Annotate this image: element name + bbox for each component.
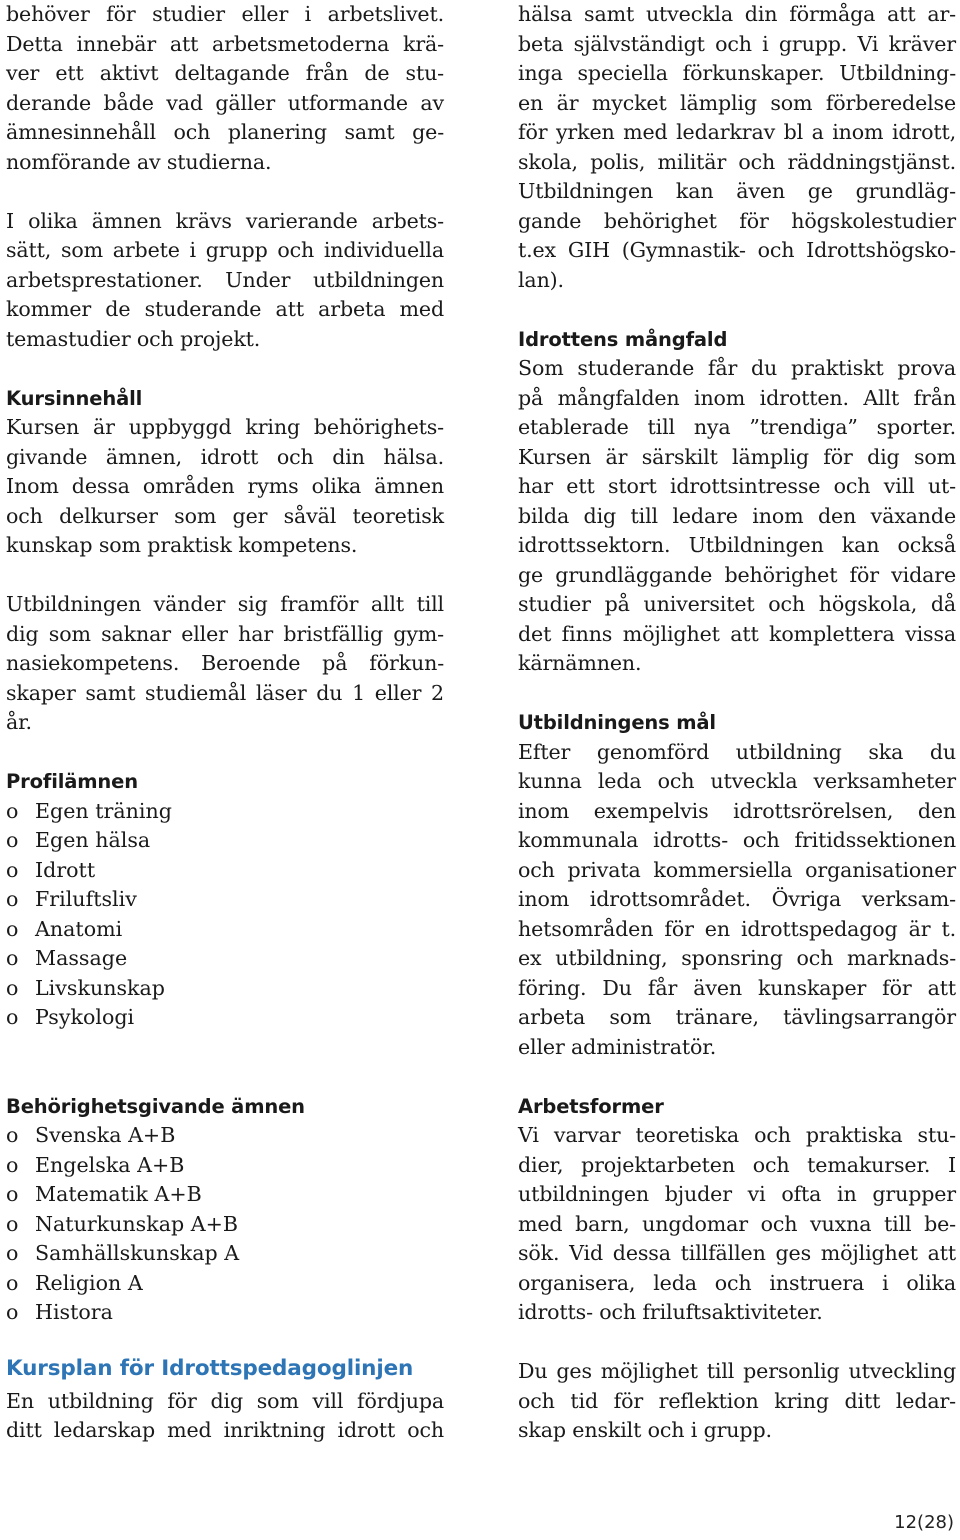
- bullet-icon: o: [6, 1005, 19, 1029]
- list-item-label: Psykologi: [35, 1005, 135, 1029]
- bullet-icon: o: [6, 857, 19, 882]
- text-line: hetsområden för en idrottspedagog är t.: [518, 916, 956, 941]
- text-line: skap enskilt och i grupp.: [518, 1418, 772, 1442]
- bullet-icon: o: [6, 887, 19, 911]
- text-line: arbetsprestationer. Under utbildningen: [6, 267, 444, 292]
- list-item-label: Samhällskunskap A: [35, 1241, 240, 1265]
- text-line: Vi varvar teoretiska och praktiska stu-: [518, 1123, 956, 1147]
- text-line: sätt, som arbete i grupp och individuella: [6, 238, 444, 262]
- list-item-label: Massage: [35, 946, 128, 970]
- text-line: inom exempelvis idrottsrörelsen, den: [518, 798, 956, 823]
- text-line: studier på universitet och högskola, då: [518, 592, 956, 616]
- list-item: [6, 974, 444, 1004]
- text-line: behöver för studier eller i arbetslivet.: [6, 2, 444, 26]
- bullet-icon: o: [6, 798, 19, 823]
- text-line: och tid för reflektion kring ditt ledar-: [518, 1388, 956, 1413]
- list-item: [6, 1210, 444, 1240]
- page-number: 12(28): [894, 1512, 954, 1533]
- bullet-icon: o: [6, 946, 19, 970]
- list-item: [6, 885, 444, 915]
- right-column: [518, 0, 956, 1446]
- text-line: idrotts- och friluftsaktiviteter.: [518, 1300, 823, 1324]
- text-line: ditt ledarskap med inriktning idrott och: [6, 1418, 444, 1442]
- text-line: nomförande av studierna.: [6, 149, 272, 174]
- text-line: lan).: [518, 267, 564, 292]
- text-line: t.ex GIH (Gymnastik- och Idrottshögsko-: [518, 238, 956, 262]
- text-line: sök. Vid dessa tillfällen ges möjlighet att: [518, 1241, 956, 1265]
- paragraph-arbetsmetoder: [6, 0, 444, 177]
- text-line: eller administratör.: [518, 1034, 717, 1059]
- text-line: Kursen är uppbyggd kring behörighets-: [6, 415, 444, 439]
- list-item-label: Svenska A+B: [35, 1123, 176, 1147]
- text-line: etablerade till nya ”trendiga” sporter.: [518, 415, 956, 439]
- bullet-icon: o: [6, 1241, 19, 1265]
- text-line: Inom dessa områden ryms olika ämnen: [6, 474, 444, 498]
- paragraph-kursinnehall: [6, 413, 444, 561]
- heading-idrottens-mangfald: Idrottens mångfald: [518, 327, 728, 351]
- text-line: Som studerande får du praktiskt prova: [518, 356, 956, 380]
- text-line: I olika ämnen krävs varierande arbets-: [6, 208, 444, 233]
- list-item: [6, 1298, 444, 1328]
- list-item-label: Livskunskap: [35, 975, 165, 1000]
- heading-profilamnen: Profilämnen: [6, 770, 138, 793]
- text-line: Kursen är särskilt lämplig för dig som: [518, 444, 956, 469]
- text-line: ge grundläggande behörighet för vidare: [518, 562, 956, 587]
- text-line: kommunala idrotts- och fritidssektionen: [518, 828, 956, 852]
- paragraph-arbetsformer: [518, 1121, 956, 1328]
- list-profilamnen: [6, 797, 444, 1033]
- list-item-label: Anatomi: [35, 916, 123, 941]
- text-line: inga speciella förkunskaper. Utbildning-: [518, 61, 956, 85]
- bullet-icon: o: [6, 828, 19, 852]
- list-item-label: Engelska A+B: [35, 1152, 185, 1177]
- paragraph-personlig-utveckling: [518, 1357, 956, 1446]
- text-line: en är mycket lämplig som förberedelse: [518, 90, 956, 115]
- text-line: idrottssektorn. Utbildningen kan också: [518, 533, 956, 557]
- text-line: Utbildningen vänder sig framför allt till: [6, 592, 444, 616]
- bullet-icon: o: [6, 1300, 19, 1324]
- text-line: En utbildning för dig som vill fördjupa: [6, 1388, 444, 1413]
- list-item-label: Egen hälsa: [35, 828, 151, 852]
- list-item-label: Naturkunskap A+B: [35, 1211, 239, 1236]
- bullet-icon: o: [6, 1152, 19, 1177]
- list-item: [6, 1003, 444, 1033]
- list-item: [6, 826, 444, 856]
- bullet-icon: o: [6, 916, 19, 941]
- text-line: Du ges möjlighet till personlig utveckling: [518, 1359, 956, 1383]
- paragraph-mal: [518, 738, 956, 1063]
- list-item-label: Friluftsliv: [35, 887, 137, 911]
- heading-utbildningens-mal: Utbildningens mål: [518, 711, 716, 734]
- text-line: utbildningen bjuder vi ofta in grupper: [518, 1182, 956, 1206]
- text-line: skola, polis, militär och räddningstjänst.: [518, 149, 956, 174]
- text-line: organisera, leda och instruera i olika: [518, 1270, 956, 1295]
- text-line: har ett stort idrottsintresse och vill ut-: [518, 474, 956, 498]
- text-line: det finns möjlighet att komplettera vissa: [518, 621, 956, 646]
- bullet-icon: o: [6, 1211, 19, 1236]
- list-item: [6, 1151, 444, 1181]
- list-item: [6, 1269, 444, 1299]
- text-line: Detta innebär att arbetsmetoderna krä-: [6, 31, 444, 56]
- list-item-label: Idrott: [35, 857, 96, 882]
- text-line: för yrken med ledarkrav bl a inom idrott,: [518, 120, 956, 144]
- text-line: ex utbildning, sponsring och marknads-: [518, 946, 956, 970]
- bullet-icon: o: [6, 1270, 19, 1295]
- text-line: med barn, ungdomar och vuxna till be-: [518, 1211, 956, 1236]
- list-item-label: Histora: [35, 1300, 113, 1324]
- text-line: dig som saknar eller har bristfällig gym-: [6, 621, 444, 646]
- text-line: kärnämnen.: [518, 651, 642, 675]
- text-line: kunskap som praktisk kompetens.: [6, 533, 358, 557]
- text-line: gande behörighet för högskolestudier: [518, 208, 956, 233]
- bullet-icon: o: [6, 1123, 19, 1147]
- heading-arbetsformer: Arbetsformer: [518, 1094, 664, 1118]
- list-item: [6, 797, 444, 827]
- paragraph-mangfald: [518, 354, 956, 679]
- text-line: hälsa samt utveckla din förmåga att ar-: [518, 2, 956, 26]
- heading-behorighetsgivande: Behörighetsgivande ämnen: [6, 1094, 305, 1118]
- text-line: givande ämnen, idrott och din hälsa.: [6, 444, 444, 469]
- list-item: [6, 1180, 444, 1210]
- list-item-label: Egen träning: [35, 798, 172, 823]
- text-line: arbeta som tränare, tävlingsarrangör: [518, 1005, 956, 1029]
- text-line: inom idrottsområdet. Övriga verksam-: [518, 887, 956, 911]
- text-line: bilda dig till ledare inom den växande: [518, 503, 956, 528]
- text-line: år.: [6, 710, 32, 734]
- text-line: kommer de studerande att arbeta med: [6, 297, 444, 321]
- text-line: skaper samt studiemål läser du 1 eller 2: [6, 680, 444, 705]
- text-line: föring. Du får även kunskaper för att: [518, 975, 956, 1000]
- list-behorighetsgivande: [6, 1121, 444, 1328]
- heading-kursplan: Kursplan för Idrottspedagoglinjen: [6, 1355, 414, 1381]
- text-line: derande både vad gäller utformande av: [6, 90, 444, 115]
- text-line: på mångfalden inom idrotten. Allt från: [518, 385, 956, 410]
- text-line: temastudier och projekt.: [6, 326, 261, 351]
- list-item-label: Religion A: [35, 1270, 143, 1295]
- bullet-icon: o: [6, 975, 19, 1000]
- left-column: [6, 0, 444, 1446]
- list-item: [6, 915, 444, 945]
- text-line: ämnesinnehåll och planering samt ge-: [6, 120, 444, 144]
- list-item: [6, 944, 444, 974]
- list-item: [6, 856, 444, 886]
- text-line: och delkurser som ger såväl teoretisk: [6, 503, 444, 528]
- text-line: dier, projektarbeten och temakurser. I: [518, 1152, 956, 1177]
- list-item: [6, 1239, 444, 1269]
- heading-kursinnehall: Kursinnehåll: [6, 386, 143, 410]
- text-line: kunna leda och utveckla verksamheter: [518, 769, 956, 793]
- paragraph-kursplan-intro: [6, 1387, 444, 1446]
- text-line: beta självständigt och i grupp. Vi kräver: [518, 31, 956, 56]
- text-line: Utbildningen kan även ge grundläg-: [518, 179, 956, 203]
- paragraph-arbetssatt: [6, 207, 444, 355]
- paragraph-malgrupp: [6, 590, 444, 738]
- text-line: ver ett aktivt deltagande från de stu-: [6, 61, 444, 85]
- list-item-label: Matematik A+B: [35, 1182, 202, 1206]
- text-line: nasiekompetens. Beroende på förkun-: [6, 651, 444, 675]
- text-line: och privata kommersiella organisationer: [518, 857, 956, 882]
- bullet-icon: o: [6, 1182, 19, 1206]
- paragraph-kursplan-cont: [518, 0, 956, 295]
- list-item: [6, 1121, 444, 1151]
- text-line: Efter genomförd utbildning ska du: [518, 739, 956, 764]
